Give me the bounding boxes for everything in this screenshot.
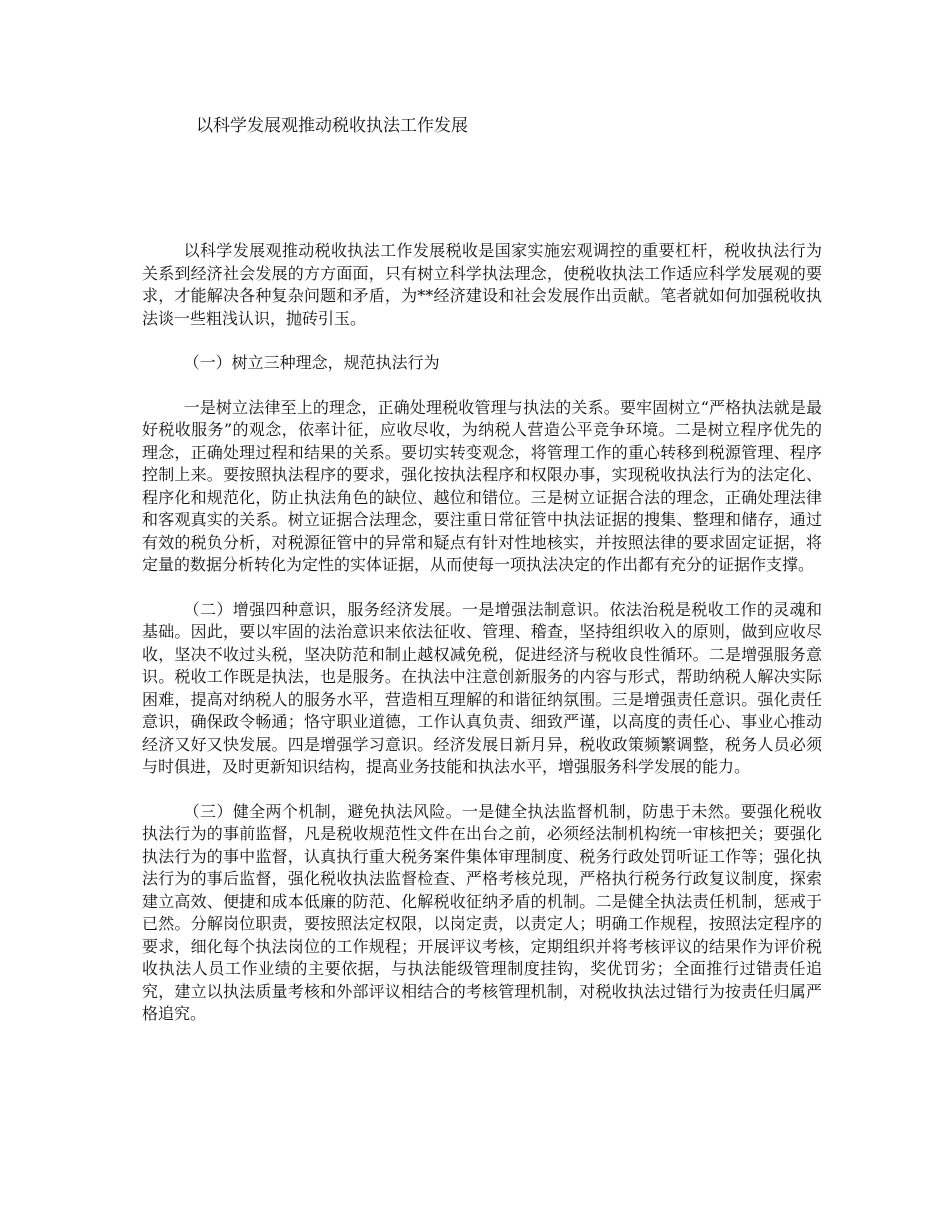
document-title: 以科学发展观推动税收执法工作发展: [196, 116, 468, 136]
section-3-paragraph: （三）健全两个机制，避免执法风险。一是健全执法监督机制，防患于未然。要强化税收执法行为的事前监督，凡是税收规范性文件在出台之前，必须经法制机构统一审核把关；要强化执法行为的事中监督，认真执行重大税务案件集体审理制度、税务行政处罚听证工作等；强化执法行为的事后监督，强化税收执法监督检查、严格考核兑现，严格执行税务行政复议制度，探索建立高效、便捷和成本低廉的防范、化解税收征纳矛盾的机制。二是健全执法责任机制，惩戒于已然。分解岗位职责，要按照法定权限，以岗定责，以责定人；明确工作规程，按照法定程序的要求，细化每个执法岗位的工作规程；开展评议考核，定期组织并将考核评议的结果作为评价税收执法人员工作业绩的主要依据，与执法能级管理制度挂钩，奖优罚劣；全面推行过错责任追究，建立以执法质量考核和外部评议相结合的考核管理机制，对税收执法过错行为按责任归属严格追究。: [142, 801, 822, 1023]
section-heading-1: （一）树立三种理念，规范执法行为: [183, 353, 440, 372]
intro-paragraph: 以科学发展观推动税收执法工作发展税收是国家实施宏观调控的重要杠杆，税收执法行为关系到经济社会发展的方方面面，只有树立科学执法理念，使税收执法工作适应科学发展观的要求，才能解决各种复杂问题和矛盾，为**经济建设和社会发展作出贡献。笔者就如何加强税收执法谈一些粗浅认识，抛砖引玉。: [142, 241, 822, 328]
document-body: [142, 240, 822, 1048]
section-1-paragraph: 一是树立法律至上的理念，正确处理税收管理与执法的关系。要牢固树立“严格执法就是最好税收服务”的观念，依率计征，应收尽收，为纳税人营造公平竞争环境。二是树立程序优先的理念，正确处理过程和结果的关系。要切实转变观念，将管理工作的重心转移到税源管理、程序控制上来。要按照执法程序的要求，强化按执法程序和权限办事，实现税收执法行为的法定化、程序化和规范化，防止执法角色的缺位、越位和错位。三是树立证据合法的理念，正确处理法律和客观真实的关系。树立证据合法理念，要注重日常征管中执法证据的搜集、整理和储存，通过有效的税负分析，对税源征管中的异常和疑点有针对性地核实，并按照法律的要求固定证据，将定量的数据分析转化为定性的实体证据，从而使每一项执法决定的作出都有充分的证据作支撑。: [142, 397, 822, 574]
section-2-paragraph: （二）增强四种意识，服务经济发展。一是增强法制意识。依法治税是税收工作的灵魂和基础。因此，要以牢固的法治意识来依法征收、管理、稽查，坚持组织收入的原则，做到应收尽收，坚决不收过头税，坚决防范和制止越权减免税，促进经济与税收良性循环。二是增强服务意识。税收工作既是执法，也是服务。在执法中注意创新服务的内容与形式，帮助纳税人解决实际困难，提高对纳税人的服务水平，营造相互理解的和谐征纳氛围。三是增强责任意识。强化责任意识，确保政令畅通；恪守职业道德，工作认真负责、细致严谨，以高度的责任心、事业心推动经济又好又快发展。四是增强学习意识。经济发展日新月异，税收政策频繁调整，税务人员必须与时俱进，及时更新知识结构，提高业务技能和执法水平，增强服务科学发展的能力。: [142, 599, 822, 776]
